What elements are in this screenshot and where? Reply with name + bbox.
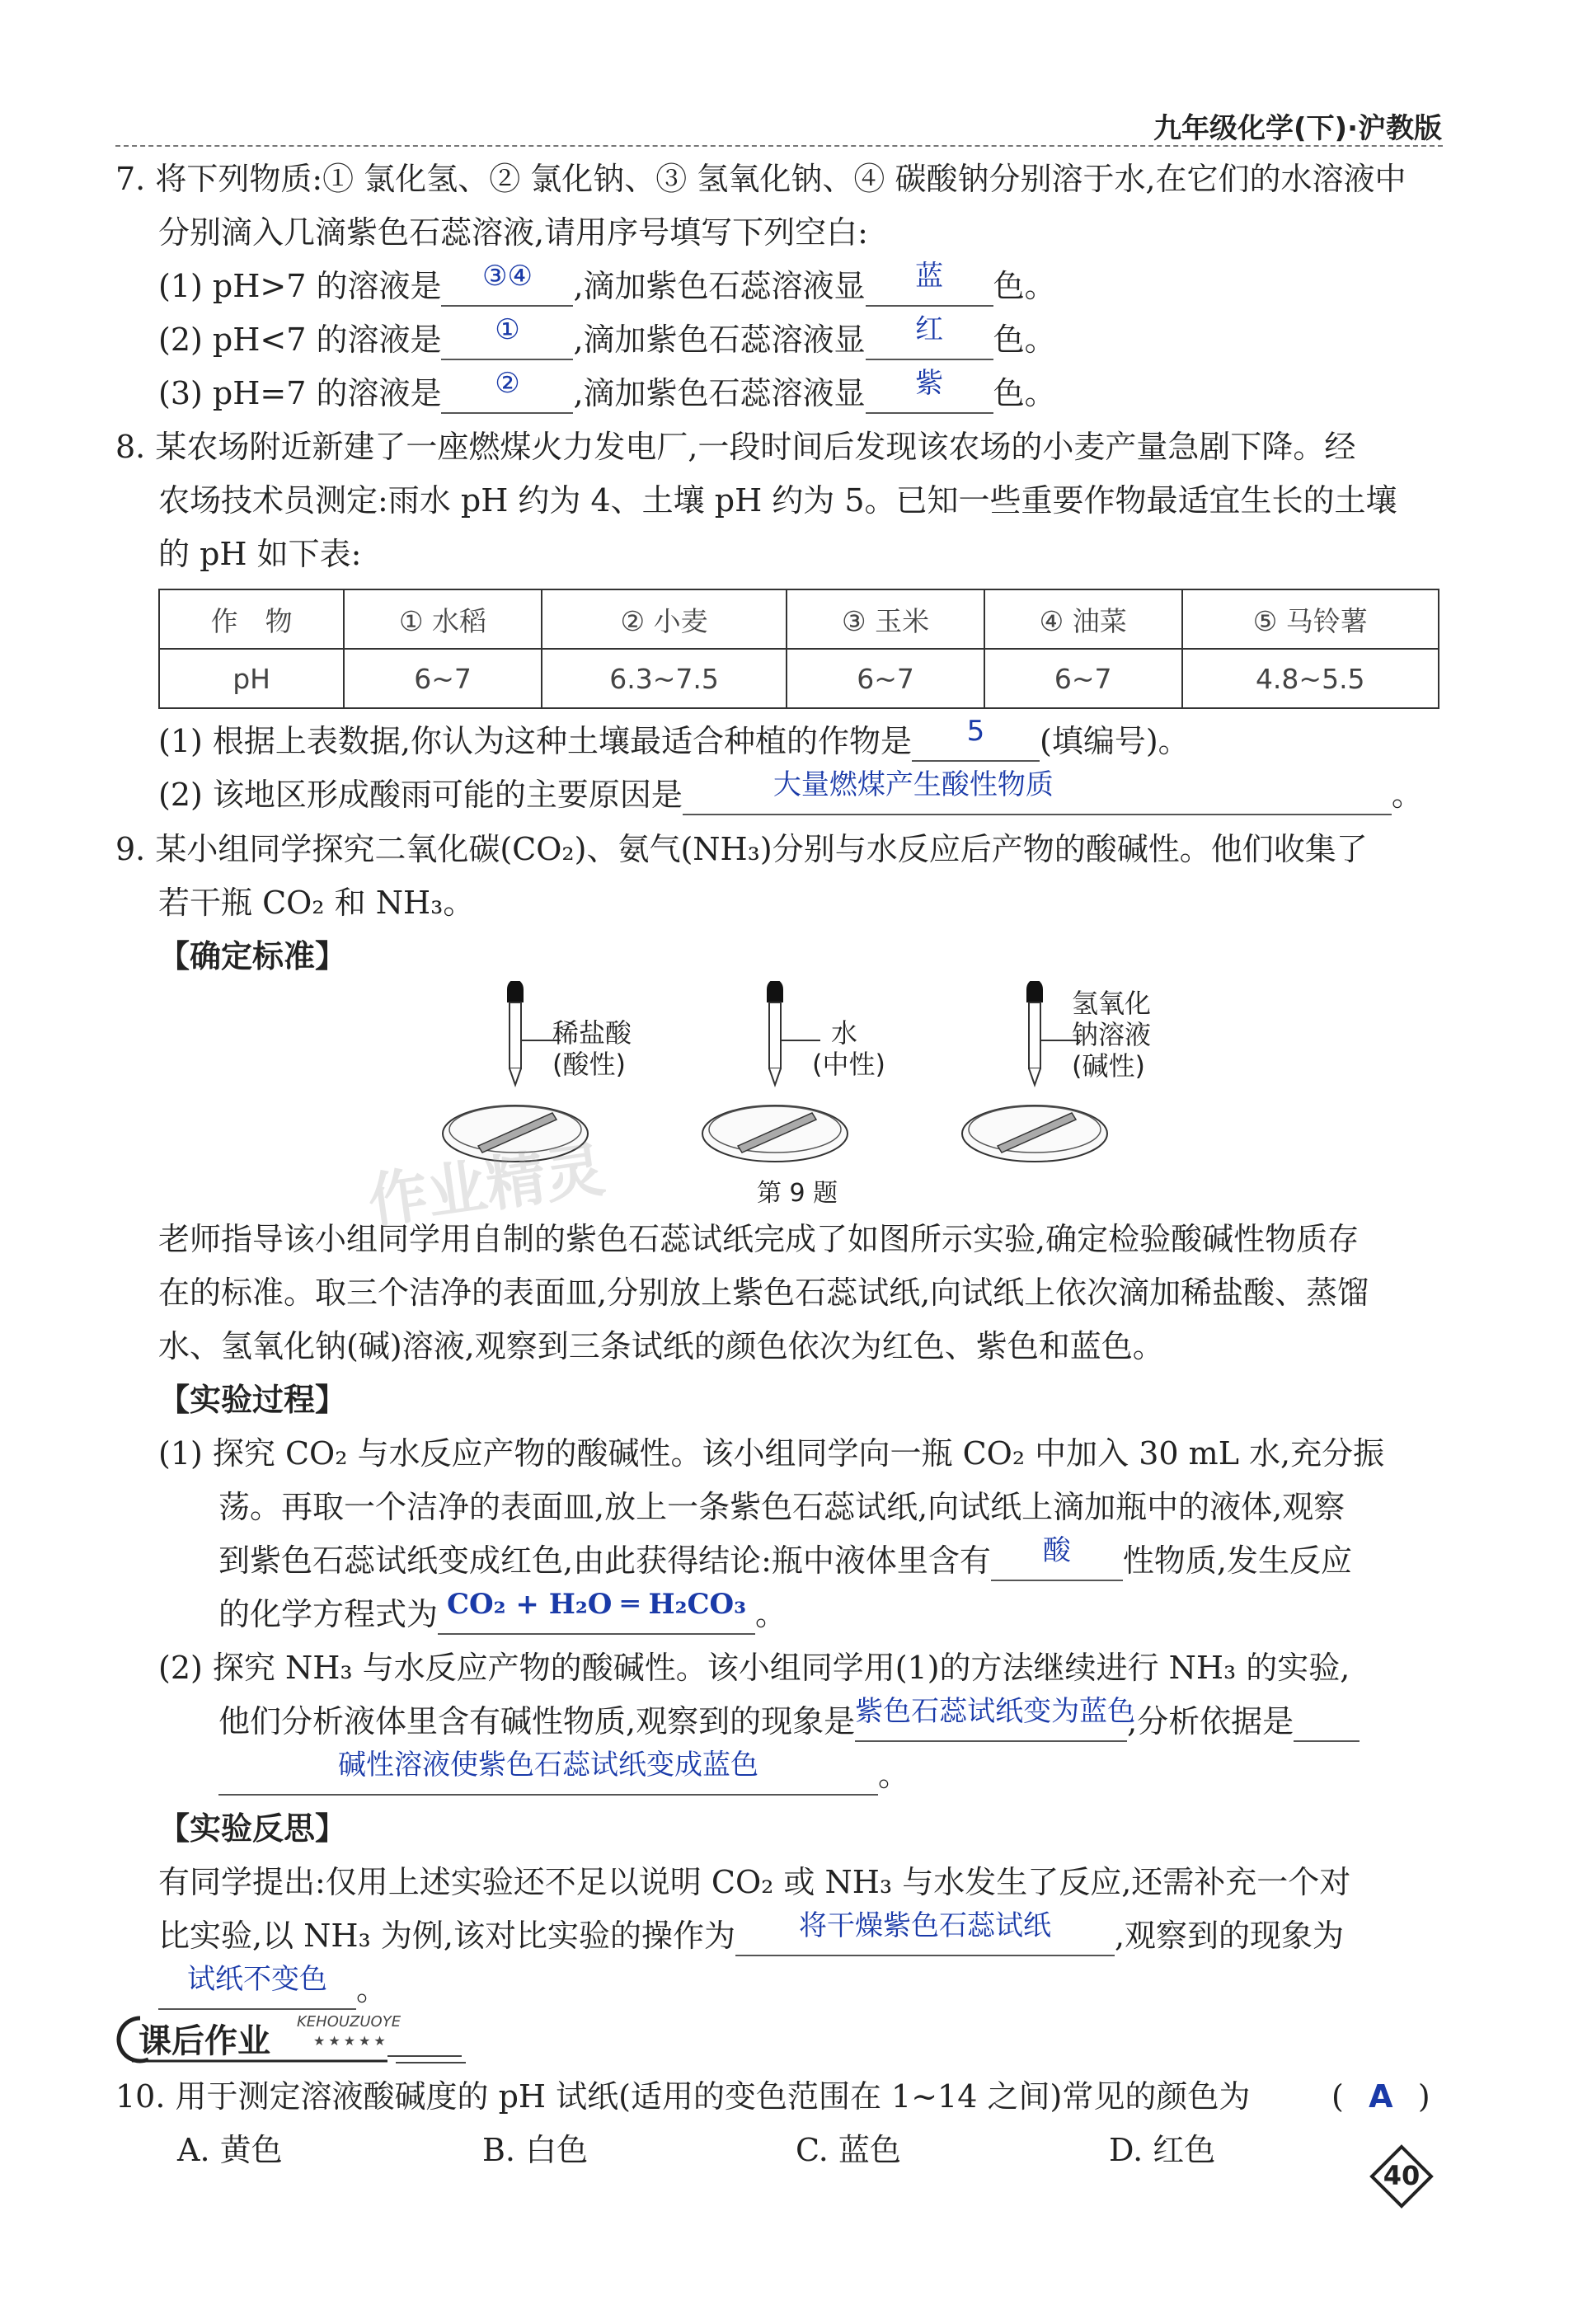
fig-label-2b: (中性) [812,1049,885,1080]
crop-ph-table [158,589,1439,709]
q7-item-3-answer-1: ② [495,367,520,400]
q7-item-1-pre: (1) pH>7 的溶液是 [158,268,442,304]
q9-exp1-line-3 [218,1534,1352,1581]
page-number-badge [1369,2143,1435,2209]
q7-stem-1: 7. 将下列物质:① 氯化氢、② 氯化钠、③ 氢氧化钠、④ 碳酸钠分别溶于水,在它们的水溶液中 [115,161,1407,197]
q9-exp2-line-2-post: ,分析依据是 [1127,1703,1294,1739]
q9-reflect-line-3-post: 。 [356,1971,388,2007]
q9-exp2-blank-1[interactable] [855,1695,1136,1742]
crop-table-cell: 4.8~5.5 [1182,649,1439,708]
q9-reflect-line-2-post: ,观察到的现象为 [1114,1918,1345,1954]
q8-sub-2 [158,768,1423,815]
q9-exp1-line-2: 荡。再取一个洁净的表面皿,放上一条紫色石蕊试纸,向试纸上滴加瓶中的液体,观察 [218,1489,1345,1525]
q10-answer: A [1369,2078,1393,2115]
q9-para-1: 老师指导该小组同学用自制的紫色石蕊试纸完成了如图所示实验,确定检验酸碱性物质存 [158,1221,1360,1257]
q8-sub-1-post: (填编号)。 [1040,723,1190,759]
q7-item-3 [158,367,1056,414]
dropper-3-icon [1026,981,1043,1002]
q8-stem-2: 农场技术员测定:雨水 pH 约为 4、土壤 pH 约为 5。已知一些重要作物最适宜生长的土壤 [158,482,1397,519]
crop-table-header-cell: 作 物 [159,589,344,649]
q9-exp2-line-3-post: 。 [878,1757,910,1793]
crop-table-header-cell: ① 水稻 [344,589,542,649]
crop-table-cell: 6~7 [344,649,542,708]
crop-table-cell: 6~7 [984,649,1182,708]
q9-exp1-line-3-post: 性物质,发生反应 [1122,1542,1352,1579]
q9-exp2-answer-1: 紫色石蕊试纸变为蓝色 [855,1695,1136,1728]
crop-table-header-cell: ④ 油菜 [984,589,1182,649]
fig-label-1b: (酸性) [552,1049,626,1080]
q7-item-2-post: 色。 [993,322,1056,358]
fig-label-1a: 稀盐酸 [552,1017,632,1049]
q9-exp2-line-3 [218,1749,910,1796]
q9-para-2: 在的标准。取三个洁净的表面皿,分别放上紫色石蕊试纸,向试纸上依次滴加稀盐酸、蒸馏 [158,1275,1369,1311]
page-number: 40 [1383,2160,1421,2191]
q7-item-1 [158,260,1056,307]
q7-item-1-blank-2[interactable] [866,260,993,307]
q10-stem [115,2076,1250,2117]
q7-item-2-mid: ,滴加紫色石蕊溶液显 [573,322,866,358]
q8-stem-1: 8. 某农场附近新建了一座燃煤火力发电厂,一段时间后发现该农场的小麦产量急剧下降。经 [115,429,1356,465]
figure-caption: 第 9 题 [757,1179,838,1208]
q7-item-2 [158,313,1056,360]
q9-exp1-line-4-pre: 的化学方程式为 [218,1596,439,1632]
q7-item-1-mid: ,滴加紫色石蕊溶液显 [573,268,866,304]
q9-exp1-line-4-post: 。 [755,1596,787,1632]
header-divider [115,145,1443,147]
q9-exp1-answer-1: 酸 [1042,1534,1071,1567]
q9-exp1-answer-2: CO₂ + H₂O ═ H₂CO₃ [446,1588,747,1621]
q10-option-b[interactable]: B. 白色 [482,2132,589,2168]
dropper-1-icon [507,981,524,1002]
q8-sub-1-pre: (1) 根据上表数据,你认为这种土壤最适合种植的作物是 [158,723,912,759]
q7-item-3-mid: ,滴加紫色石蕊溶液显 [573,375,866,411]
q10-option-a[interactable]: A. 黄色 [177,2132,283,2168]
q9-exp2-blank-2-start[interactable] [1294,1702,1360,1742]
q9-reflect-line-2 [158,1909,1345,1956]
fig-label-3c: (碱性) [1072,1050,1145,1082]
crop-table-header-cell: ② 小麦 [542,589,787,649]
q9-stem-2: 若干瓶 CO₂ 和 NH₃。 [158,885,475,921]
q7-item-3-post: 色。 [993,375,1056,411]
q9-reflect-blank-2[interactable] [158,1963,356,2010]
homework-stars: ★★★★★ [313,2033,389,2049]
q9-exp1-blank-2[interactable] [438,1588,755,1635]
q10-option-c[interactable]: C. 蓝色 [796,2132,901,2168]
crop-table-ph-row [159,649,1439,708]
crop-table-header-cell: ③ 玉米 [787,589,984,649]
q8-stem-3: 的 pH 如下表: [158,536,362,572]
fig-label-3a: 氢氧化 [1072,988,1152,1019]
q10-option-d[interactable]: D. 红色 [1109,2132,1216,2168]
q9-exp2-line-2-pre: 他们分析液体里含有碱性物质,观察到的现象是 [218,1703,856,1739]
q7-item-3-pre: (3) pH=7 的溶液是 [158,375,442,411]
q10-stem-text: 10. 用于测定溶液酸碱度的 pH 试纸(适用的变色范围在 1~14 之间)常见的颜色为 [115,2078,1251,2115]
q9-exp1-blank-1[interactable] [991,1534,1123,1581]
q7-item-1-answer-2: 蓝 [915,260,944,293]
q9-reflect-line-3 [158,1963,388,2010]
page-header-title: 九年级化学(下)·沪教版 [1153,112,1442,145]
crop-table-header-cell: ⑤ 马铃薯 [1182,589,1439,649]
q7-item-2-answer-2: 红 [915,313,944,346]
q9-reflect-answer-2: 试纸不变色 [187,1963,327,1996]
q9-reflect-line-2-pre: 比实验,以 NH₃ 为例,该对比实验的操作为 [158,1918,735,1954]
fig-label-3b: 钠溶液 [1072,1019,1152,1050]
q9-stem-1: 9. 某小组同学探究二氧化碳(CO₂)、氨气(NH₃)分别与水反应后产物的酸碱性。他们收集了 [115,831,1368,867]
q7-item-3-answer-2: 紫 [915,367,944,400]
q9-reflect-answer-1: 将干燥紫色石蕊试纸 [798,1909,1051,1942]
q7-item-3-blank-2[interactable] [866,367,993,414]
q9-exp1-line-4 [218,1588,787,1635]
q7-item-2-blank-1[interactable] [441,313,573,360]
q8-sub-2-blank[interactable] [683,768,1392,815]
q8-sub-2-pre: (2) 该地区形成酸雨可能的主要原因是 [158,777,683,813]
q9-exp2-line-2 [218,1695,1360,1742]
crop-table-cell: pH [159,649,344,708]
q10-answer-bracket[interactable]: ( A ) [1331,2076,1430,2117]
q9-section-standard: 【确定标准】 [158,937,347,974]
crop-table-header-row [159,589,1439,649]
q8-sub-2-answer: 大量燃煤产生酸性物质 [773,768,1054,801]
q7-item-1-post: 色。 [993,268,1056,304]
homework-banner [115,2012,478,2069]
q9-para-3: 水、氢氧化钠(碱)溶液,观察到三条试纸的颜色依次为红色、紫色和蓝色。 [158,1328,1164,1364]
q9-reflect-line-1: 有同学提出:仅用上述实验还不足以说明 CO₂ 或 NH₃ 与水发生了反应,还需补充一个对 [158,1864,1351,1900]
q7-stem-2: 分别滴入几滴紫色石蕊溶液,请用序号填写下列空白: [158,214,868,251]
homework-label: 课后作业 [139,2022,270,2060]
q9-section-reflection: 【实验反思】 [158,1810,347,1847]
fig-label-2a: 水 [831,1017,858,1049]
q8-sub-1 [158,715,1190,762]
q8-sub-1-answer: 5 [966,715,985,748]
watermark: 作业精灵 [364,1134,609,1237]
homework-pinyin: KEHOUZUOYE [297,2013,402,2031]
crop-table-cell: 6.3~7.5 [542,649,787,708]
q7-item-2-pre: (2) pH<7 的溶液是 [158,322,442,358]
q9-exp2-line-1: (2) 探究 NH₃ 与水反应产物的酸碱性。该小组同学用(1)的方法继续进行 NH₃ 的实验, [158,1650,1350,1686]
q9-section-process: 【实验过程】 [158,1381,347,1418]
dropper-2-icon [767,981,783,1002]
q7-item-1-blank-1[interactable] [441,260,573,307]
q9-reflect-blank-1[interactable] [735,1909,1115,1956]
q9-exp1-line-1: (1) 探究 CO₂ 与水反应产物的酸碱性。该小组同学向一瓶 CO₂ 中加入 30 mL 水,充分振 [158,1435,1385,1472]
q9-exp2-blank-2[interactable] [218,1749,878,1796]
q9-exp2-answer-2: 碱性溶液使紫色石蕊试纸变成蓝色 [338,1749,758,1782]
q7-item-1-answer-1: ③④ [481,260,533,293]
q7-item-3-blank-1[interactable] [441,367,573,414]
crop-table-cell: 6~7 [787,649,984,708]
q7-item-2-blank-2[interactable] [866,313,993,360]
q9-exp1-line-3-pre: 到紫色石蕊试纸变成红色,由此获得结论:瓶中液体里含有 [218,1542,991,1579]
q8-sub-1-blank[interactable] [912,715,1040,762]
q8-sub-2-post: 。 [1391,777,1423,813]
q7-item-2-answer-1: ① [495,313,520,346]
